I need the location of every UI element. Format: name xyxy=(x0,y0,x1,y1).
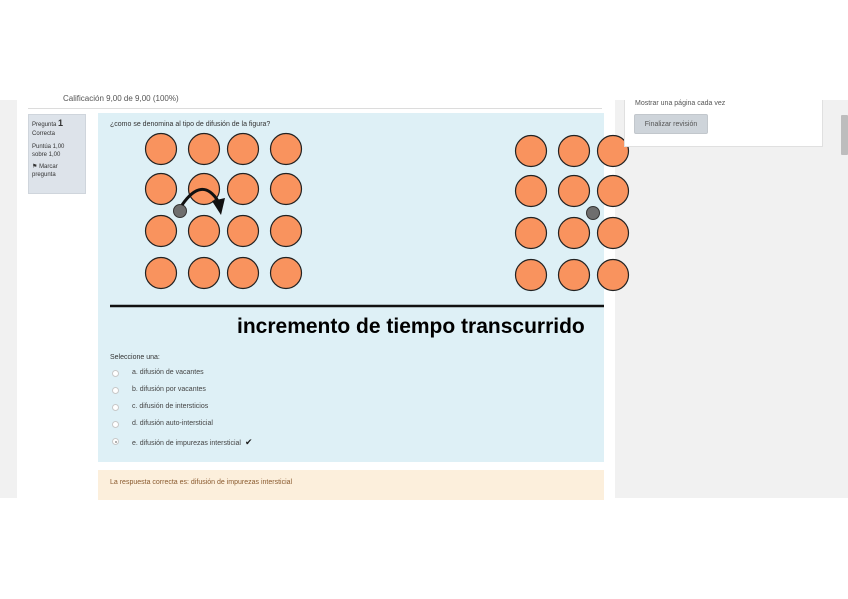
radio-button[interactable] xyxy=(112,404,119,411)
lattice-atom xyxy=(559,218,590,249)
question-status: Correcta xyxy=(32,131,56,137)
question-score: Puntúa 1,00 xyxy=(32,144,65,150)
answer-label-wrap xyxy=(132,437,253,448)
lattice-atom xyxy=(271,174,302,205)
lattice-atom xyxy=(228,174,259,205)
lattice-atom xyxy=(271,258,302,289)
quiz-navigation-panel xyxy=(624,100,823,147)
lattice-atom xyxy=(516,136,547,167)
lattice-atom xyxy=(559,260,590,291)
summary-text: Calificación 9,00 de 9,00 (100%) xyxy=(63,94,179,103)
lattice-atom xyxy=(146,134,177,165)
answer-label: c. difusión de intersticios xyxy=(132,403,209,410)
question-text: ¿como se denomina al tipo de difusión de la figura? xyxy=(110,121,271,128)
lattice-atom xyxy=(228,216,259,247)
radio-button[interactable] xyxy=(112,421,119,428)
page-area xyxy=(0,94,848,498)
lattice-atom xyxy=(189,134,220,165)
flag-icon: ⚑ xyxy=(32,164,38,170)
answer-prompt: Seleccione una: xyxy=(110,354,160,361)
question-label: Pregunta xyxy=(32,122,57,128)
radio-button-selected[interactable] xyxy=(112,438,119,445)
lattice-atom xyxy=(598,176,629,207)
answer-label: a. difusión de vacantes xyxy=(132,369,204,376)
flag-question-link[interactable] xyxy=(32,163,82,179)
flag-label-2: pregunta xyxy=(32,172,56,178)
lattice-atom xyxy=(146,258,177,289)
lattice-atom xyxy=(189,216,220,247)
feedback-box xyxy=(98,470,604,500)
figure-caption: incremento de tiempo transcurrido xyxy=(237,315,585,338)
impurity-atom-moved xyxy=(587,207,600,220)
lattice-before xyxy=(146,134,302,289)
question-number: 1 xyxy=(58,118,64,128)
lattice-atom xyxy=(559,176,590,207)
answer-label: d. difusión auto-intersticial xyxy=(132,420,213,427)
lattice-atom xyxy=(598,218,629,249)
lattice-atom xyxy=(559,136,590,167)
summary-strip xyxy=(28,94,602,109)
answer-label: e. difusión de impurezas intersticial xyxy=(132,440,241,447)
lattice-atom xyxy=(228,258,259,289)
lattice-atom xyxy=(271,134,302,165)
flag-label: Marcar xyxy=(39,164,58,170)
question-content xyxy=(98,113,604,462)
finish-review-button[interactable]: Finalizar revisión xyxy=(634,114,708,134)
lattice-atom xyxy=(516,218,547,249)
feedback-text: La respuesta correcta es: difusión de impurezas intersticial xyxy=(110,479,293,486)
radio-button[interactable] xyxy=(112,387,119,394)
lattice-atom xyxy=(271,216,302,247)
show-one-page-link[interactable]: Mostrar una página cada vez xyxy=(635,100,726,107)
question-info xyxy=(28,114,86,194)
answer-label: b. difusión por vacantes xyxy=(132,386,206,393)
lattice-atom xyxy=(228,134,259,165)
radio-button[interactable] xyxy=(112,370,119,377)
impurity-atom xyxy=(174,205,187,218)
lattice-atom xyxy=(146,174,177,205)
question-score-max: sobre 1,00 xyxy=(32,152,61,158)
lattice-atom xyxy=(598,260,629,291)
lattice-atom xyxy=(189,258,220,289)
diffusion-figure xyxy=(98,131,604,316)
check-icon: ✔ xyxy=(244,437,253,447)
lattice-atom xyxy=(516,176,547,207)
lattice-atom xyxy=(146,216,177,247)
jump-arrowhead xyxy=(212,198,225,215)
lattice-atom xyxy=(516,260,547,291)
scrollbar-thumb[interactable] xyxy=(841,115,848,155)
